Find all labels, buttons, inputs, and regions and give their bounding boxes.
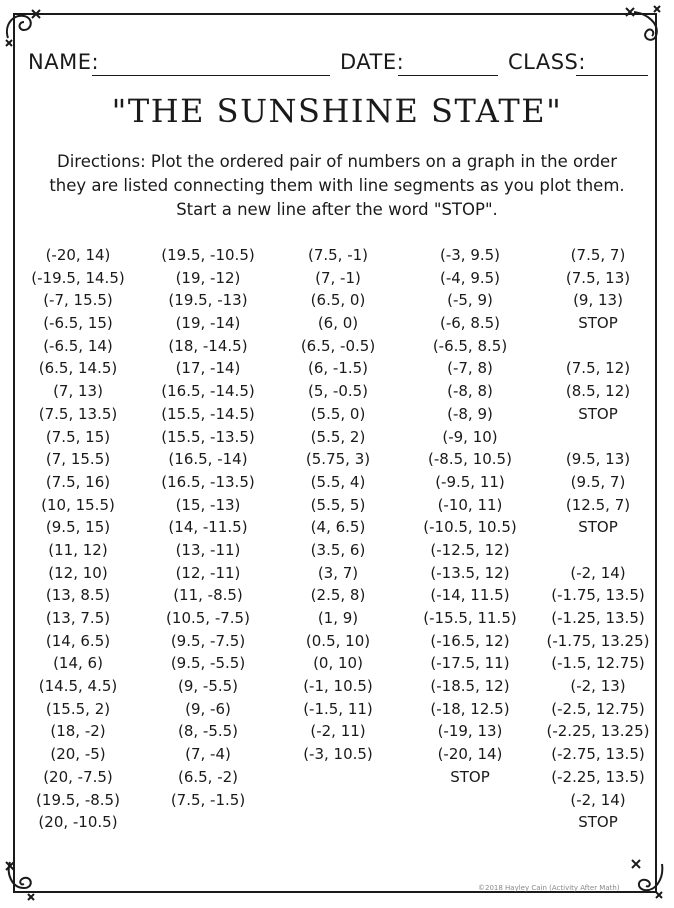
coordinate-pair: (-14, 11.5) — [430, 586, 510, 605]
coordinate-pair: (6.5, -0.5) — [300, 336, 376, 355]
coordinate-pair: (16.5, -13.5) — [161, 472, 255, 491]
coordinate-pair: (-10.5, 10.5) — [423, 518, 517, 537]
corner-doodle-top-right — [624, 4, 668, 48]
name-label: NAME: — [28, 50, 100, 74]
coordinate-pair: (9.5, 15) — [45, 518, 111, 537]
coordinate-pair: (7, -1) — [315, 268, 361, 287]
coordinate-pair: (9.5, 13) — [565, 450, 631, 469]
coordinate-pair: (-6, 8.5) — [439, 314, 501, 333]
coordinate-pair: (6, 0) — [317, 314, 359, 333]
coordinate-pair: (-3, 10.5) — [303, 745, 373, 764]
stop-marker: STOP — [578, 404, 618, 423]
directions — [24, 150, 650, 222]
coordinate-pair: (-1.5, 11) — [303, 699, 373, 718]
coordinate-pair: (7, 13) — [53, 382, 103, 401]
coordinate-pair: (-5, 9) — [447, 291, 493, 310]
coordinate-pair: (5.75, 3) — [305, 450, 371, 469]
coordinate-pair: (11, 12) — [48, 540, 108, 559]
coordinate-pair: (15.5, -14.5) — [161, 404, 255, 423]
coordinate-pair: (-2.25, 13.5) — [551, 767, 645, 786]
coordinate-pair: (7.5, -1.5) — [170, 790, 246, 809]
coordinate-pair: (14, 6.5) — [45, 631, 111, 650]
coordinate-pair: (7.5, 12) — [565, 359, 631, 378]
coordinate-pair: (9.5, 7) — [570, 472, 626, 491]
coordinate-pair: (5.5, 2) — [310, 427, 366, 446]
coordinate-pair: (-20, 14) — [437, 745, 503, 764]
coordinate-pair: (-12.5, 12) — [430, 540, 510, 559]
coordinate-pair: (-16.5, 12) — [430, 631, 510, 650]
corner-doodle-bottom-right — [624, 858, 668, 902]
coordinate-pair: (13, -11) — [175, 540, 241, 559]
coordinate-pair: (14.5, 4.5) — [38, 677, 118, 696]
coordinate-pair: (-6.5, 8.5) — [432, 336, 508, 355]
coordinate-pair: (7.5, 13.5) — [38, 404, 118, 423]
coordinate-pair: (-2.75, 13.5) — [551, 745, 645, 764]
coordinate-pair: (-7, 15.5) — [43, 291, 113, 310]
coordinate-pair: (-2.5, 12.75) — [551, 699, 645, 718]
coordinate-pair: (-1.75, 13.25) — [546, 631, 650, 650]
coordinate-column-4 — [408, 244, 532, 789]
coordinate-pair: (7.5, 7) — [570, 246, 626, 264]
copyright-notice: ©2018 Hayley Cain (Activity After Math) — [478, 884, 620, 892]
coordinate-pair: (5.5, 0) — [310, 404, 366, 423]
coordinate-pair: (7.5, 15) — [45, 427, 111, 446]
blank-row — [536, 426, 660, 449]
name-field[interactable] — [92, 75, 330, 76]
coordinate-pair: (15.5, 2) — [45, 699, 111, 718]
coordinate-pair: (8, -5.5) — [177, 722, 239, 741]
coordinate-pair: (9.5, -7.5) — [170, 631, 246, 650]
coordinate-pair: (3.5, 6) — [310, 540, 366, 559]
coordinate-pair: (14, -11.5) — [168, 518, 248, 537]
coordinate-pair: (18, -14.5) — [168, 336, 248, 355]
coordinate-pair: (7.5, -1) — [307, 246, 369, 264]
coordinate-pair: (15, -13) — [175, 495, 241, 514]
directions-line-3: Start a new line after the word "STOP". — [176, 200, 498, 219]
corner-doodle-top-left — [2, 4, 46, 48]
coordinate-pair: (-3, 9.5) — [439, 246, 501, 264]
coordinate-pair: (10.5, -7.5) — [166, 609, 250, 627]
coordinate-pair: (19.5, -8.5) — [36, 790, 120, 809]
coordinate-pair: (-6.5, 15) — [43, 314, 113, 333]
coordinate-pair: (-19.5, 14.5) — [31, 268, 125, 287]
coordinate-pair: (-1.5, 12.75) — [551, 654, 645, 673]
coordinate-pair: (16.5, -14.5) — [161, 382, 255, 401]
class-field[interactable] — [576, 75, 648, 76]
coordinate-pair: (-8, 9) — [447, 404, 493, 423]
blank-row — [536, 335, 660, 358]
coordinate-pair: (-1, 10.5) — [303, 677, 373, 696]
coordinate-pair: (-15.5, 11.5) — [423, 609, 517, 627]
coordinate-pair: (19, -12) — [175, 268, 241, 287]
coordinate-pair: (9, -6) — [185, 699, 231, 718]
coordinate-pair: (20, -7.5) — [43, 767, 113, 786]
date-field[interactable] — [398, 75, 498, 76]
coordinate-pair: (-2.25, 13.25) — [546, 722, 650, 741]
page-title: "THE SUNSHINE STATE" — [111, 92, 563, 130]
coordinate-pair: (-1.25, 13.5) — [551, 609, 645, 627]
coordinate-column-5 — [536, 244, 660, 834]
coordinate-pair: (-10, 11) — [437, 495, 503, 514]
stop-marker: STOP — [450, 767, 490, 786]
coordinate-pair: (17, -14) — [175, 359, 241, 378]
coordinate-pair: (18, -2) — [50, 722, 106, 741]
coordinate-pair: (12, 10) — [48, 563, 108, 582]
coordinate-pair: (-18, 12.5) — [430, 699, 510, 718]
coordinate-pair: (9.5, -5.5) — [170, 654, 246, 673]
coordinate-pair: (19.5, -10.5) — [161, 246, 255, 264]
corner-doodle-bottom-left — [2, 858, 46, 902]
coordinate-pair: (19, -14) — [175, 314, 241, 333]
coordinate-pair: (-9, 10) — [442, 427, 498, 446]
class-label: CLASS: — [508, 50, 586, 74]
coordinate-pair: (6, -1.5) — [307, 359, 369, 378]
coordinate-pair: (6.5, 0) — [310, 291, 366, 310]
coordinate-pair: (5.5, 4) — [310, 472, 366, 491]
coordinate-pair: (-8, 8) — [447, 382, 493, 401]
coordinate-pair: (5, -0.5) — [307, 382, 369, 401]
directions-line-2: they are listed connecting them with line segments as you plot them. — [49, 176, 625, 195]
coordinate-pair: (12, -11) — [175, 563, 241, 582]
coordinate-pair: (3, 7) — [317, 563, 359, 582]
coordinate-pair: (-19, 13) — [437, 722, 503, 741]
coordinate-column-1 — [16, 244, 140, 834]
coordinate-pair: (7, 15.5) — [45, 450, 111, 469]
blank-row — [536, 539, 660, 562]
coordinate-pair: (10, 15.5) — [41, 495, 115, 514]
coordinate-pair: (1, 9) — [317, 609, 359, 627]
coordinate-pair: (9, 13) — [573, 291, 623, 310]
coordinate-pair: (14, 6) — [53, 654, 103, 673]
coordinate-pair: (11, -8.5) — [173, 586, 243, 605]
coordinate-pair: (-2, 11) — [310, 722, 366, 741]
coordinate-pair: (-20, 14) — [45, 246, 111, 264]
coordinate-pair: (7.5, 13) — [565, 268, 631, 287]
coordinate-pair: (9, -5.5) — [177, 677, 239, 696]
coordinate-pair: (7, -4) — [185, 745, 231, 764]
coordinate-pair: (-2, 14) — [570, 790, 626, 809]
coordinate-pair: (6.5, 14.5) — [38, 359, 118, 378]
stop-marker: STOP — [578, 813, 618, 832]
coordinate-pair: (-18.5, 12) — [430, 677, 510, 696]
coordinate-pair: (0, 10) — [313, 654, 363, 673]
coordinate-pair: (5.5, 5) — [310, 495, 366, 514]
coordinate-pair: (-17.5, 11) — [430, 654, 510, 673]
directions-line-1: Directions: Plot the ordered pair of numbers on a graph in the order — [56, 152, 617, 171]
coordinate-pair: (-13.5, 12) — [430, 563, 510, 582]
coordinate-pair: (-6.5, 14) — [43, 336, 113, 355]
coordinate-pair: (15.5, -13.5) — [161, 427, 255, 446]
coordinate-pair: (4, 6.5) — [310, 518, 366, 537]
coordinate-pair: (-1.75, 13.5) — [551, 586, 645, 605]
coordinate-pair: (16.5, -14) — [168, 450, 248, 469]
coordinate-pair: (19.5, -13) — [168, 291, 248, 310]
date-label: DATE: — [340, 50, 405, 74]
coordinate-pair: (20, -5) — [50, 745, 106, 764]
coordinate-pair: (13, 7.5) — [45, 609, 111, 627]
coordinate-pair: (-8.5, 10.5) — [428, 450, 512, 469]
coordinate-pair: (7.5, 16) — [45, 472, 111, 491]
coordinate-column-2 — [146, 244, 270, 811]
coordinate-pair: (-9.5, 11) — [435, 472, 505, 491]
coordinate-pair: (-4, 9.5) — [439, 268, 501, 287]
stop-marker: STOP — [578, 314, 618, 333]
coordinate-pair: (8.5, 12) — [565, 382, 631, 401]
header-fields — [28, 50, 650, 80]
coordinate-pair: (-2, 14) — [570, 563, 626, 582]
stop-marker: STOP — [578, 518, 618, 537]
coordinate-pair: (6.5, -2) — [177, 767, 239, 786]
coordinate-pair: (12.5, 7) — [565, 495, 631, 514]
coordinate-pair: (2.5, 8) — [310, 586, 366, 605]
coordinate-pair: (0.5, 10) — [305, 631, 371, 650]
coordinate-pair: (-2, 13) — [570, 677, 626, 696]
coordinate-pair: (-7, 8) — [447, 359, 493, 378]
coordinate-pair: (20, -10.5) — [38, 813, 118, 832]
coordinate-column-3 — [276, 244, 400, 766]
coordinate-pair: (13, 8.5) — [45, 586, 111, 605]
